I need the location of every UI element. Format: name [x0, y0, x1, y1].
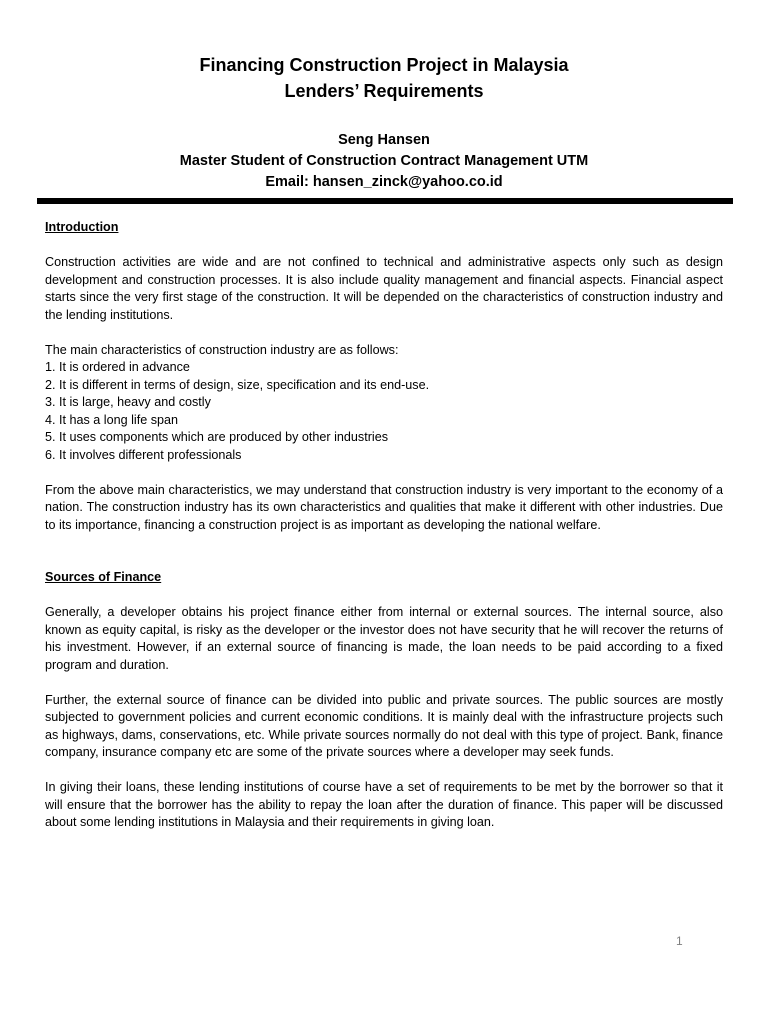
page-number: 1	[676, 934, 683, 948]
list-item: 1. It is ordered in advance	[45, 360, 190, 374]
document-body	[45, 219, 723, 832]
sources-paragraph-2: Further, the external source of finance can be divided into public and private sources. The public sources are mostly subjected to government policies and current economic conditions. It is mainly deal with the infrastructure projects such as highways, dams, conservations, etc. While private sources normally do not deal with this type of project. Bank, finance company, insurance company etc are some of the private sources where a developer may seek funds.	[45, 692, 723, 759]
sources-of-finance-heading: Sources of Finance	[45, 570, 162, 584]
introduction-paragraph-2: From the above main characteristics, we may understand that construction industry is very important to the economy of a nation. The construction industry has its own characteristics and qualities that make it different with other industries. Due to its importance, financing a construction project is as important as developing the national welfare.	[45, 482, 723, 532]
sources-paragraph-1: Generally, a developer obtains his project finance either from internal or external sources. The internal source, also known as equity capital, is risky as the developer or the investor does not have security that he will recover the returns of his investment. However, if an external source of financing is made, the loan needs to be paid according to a fixed program and duration.	[45, 605, 723, 672]
header-divider	[37, 198, 733, 204]
document-title: Financing Construction Project in Malaysia	[199, 55, 569, 75]
characteristics-intro: The main characteristics of construction industry are as follows:	[45, 342, 399, 357]
author-block	[0, 130, 768, 193]
author-affiliation: Master Student of Construction Contract Management UTM	[179, 153, 589, 169]
characteristics-list	[45, 359, 723, 464]
list-item: 2. It is different in terms of design, size, specification and its end-use.	[45, 377, 430, 392]
introduction-heading: Introduction	[45, 220, 119, 234]
sources-paragraph-3: In giving their loans, these lending institutions of course have a set of requirements to be met by the borrower so that it will ensure that the borrower has the ability to repay the loan after the duration of finance. This paper will be discussed about some lending institutions in Malaysia and their requirements in giving loan.	[45, 780, 723, 829]
author-email: Email: hansen_zinck@yahoo.co.id	[265, 174, 503, 190]
document-subtitle: Lenders’ Requirements	[284, 81, 484, 101]
list-item: 5. It uses components which are produced by other industries	[45, 430, 389, 444]
list-item: 3. It is large, heavy and costly	[45, 395, 211, 409]
author-name: Seng Hansen	[338, 132, 430, 148]
introduction-paragraph-1: Construction activities are wide and are not confined to technical and administrative aspects only such as design development and construction processes. It is also include quality management and financial aspects. Financial aspect starts since the very first stage of the construction. It will be depended on the characteristics of construction industry and the lending institutions.	[45, 255, 723, 322]
list-item: 4. It has a long life span	[45, 412, 179, 427]
document-title-block	[0, 52, 768, 104]
list-item: 6. It involves different professionals	[45, 447, 242, 462]
